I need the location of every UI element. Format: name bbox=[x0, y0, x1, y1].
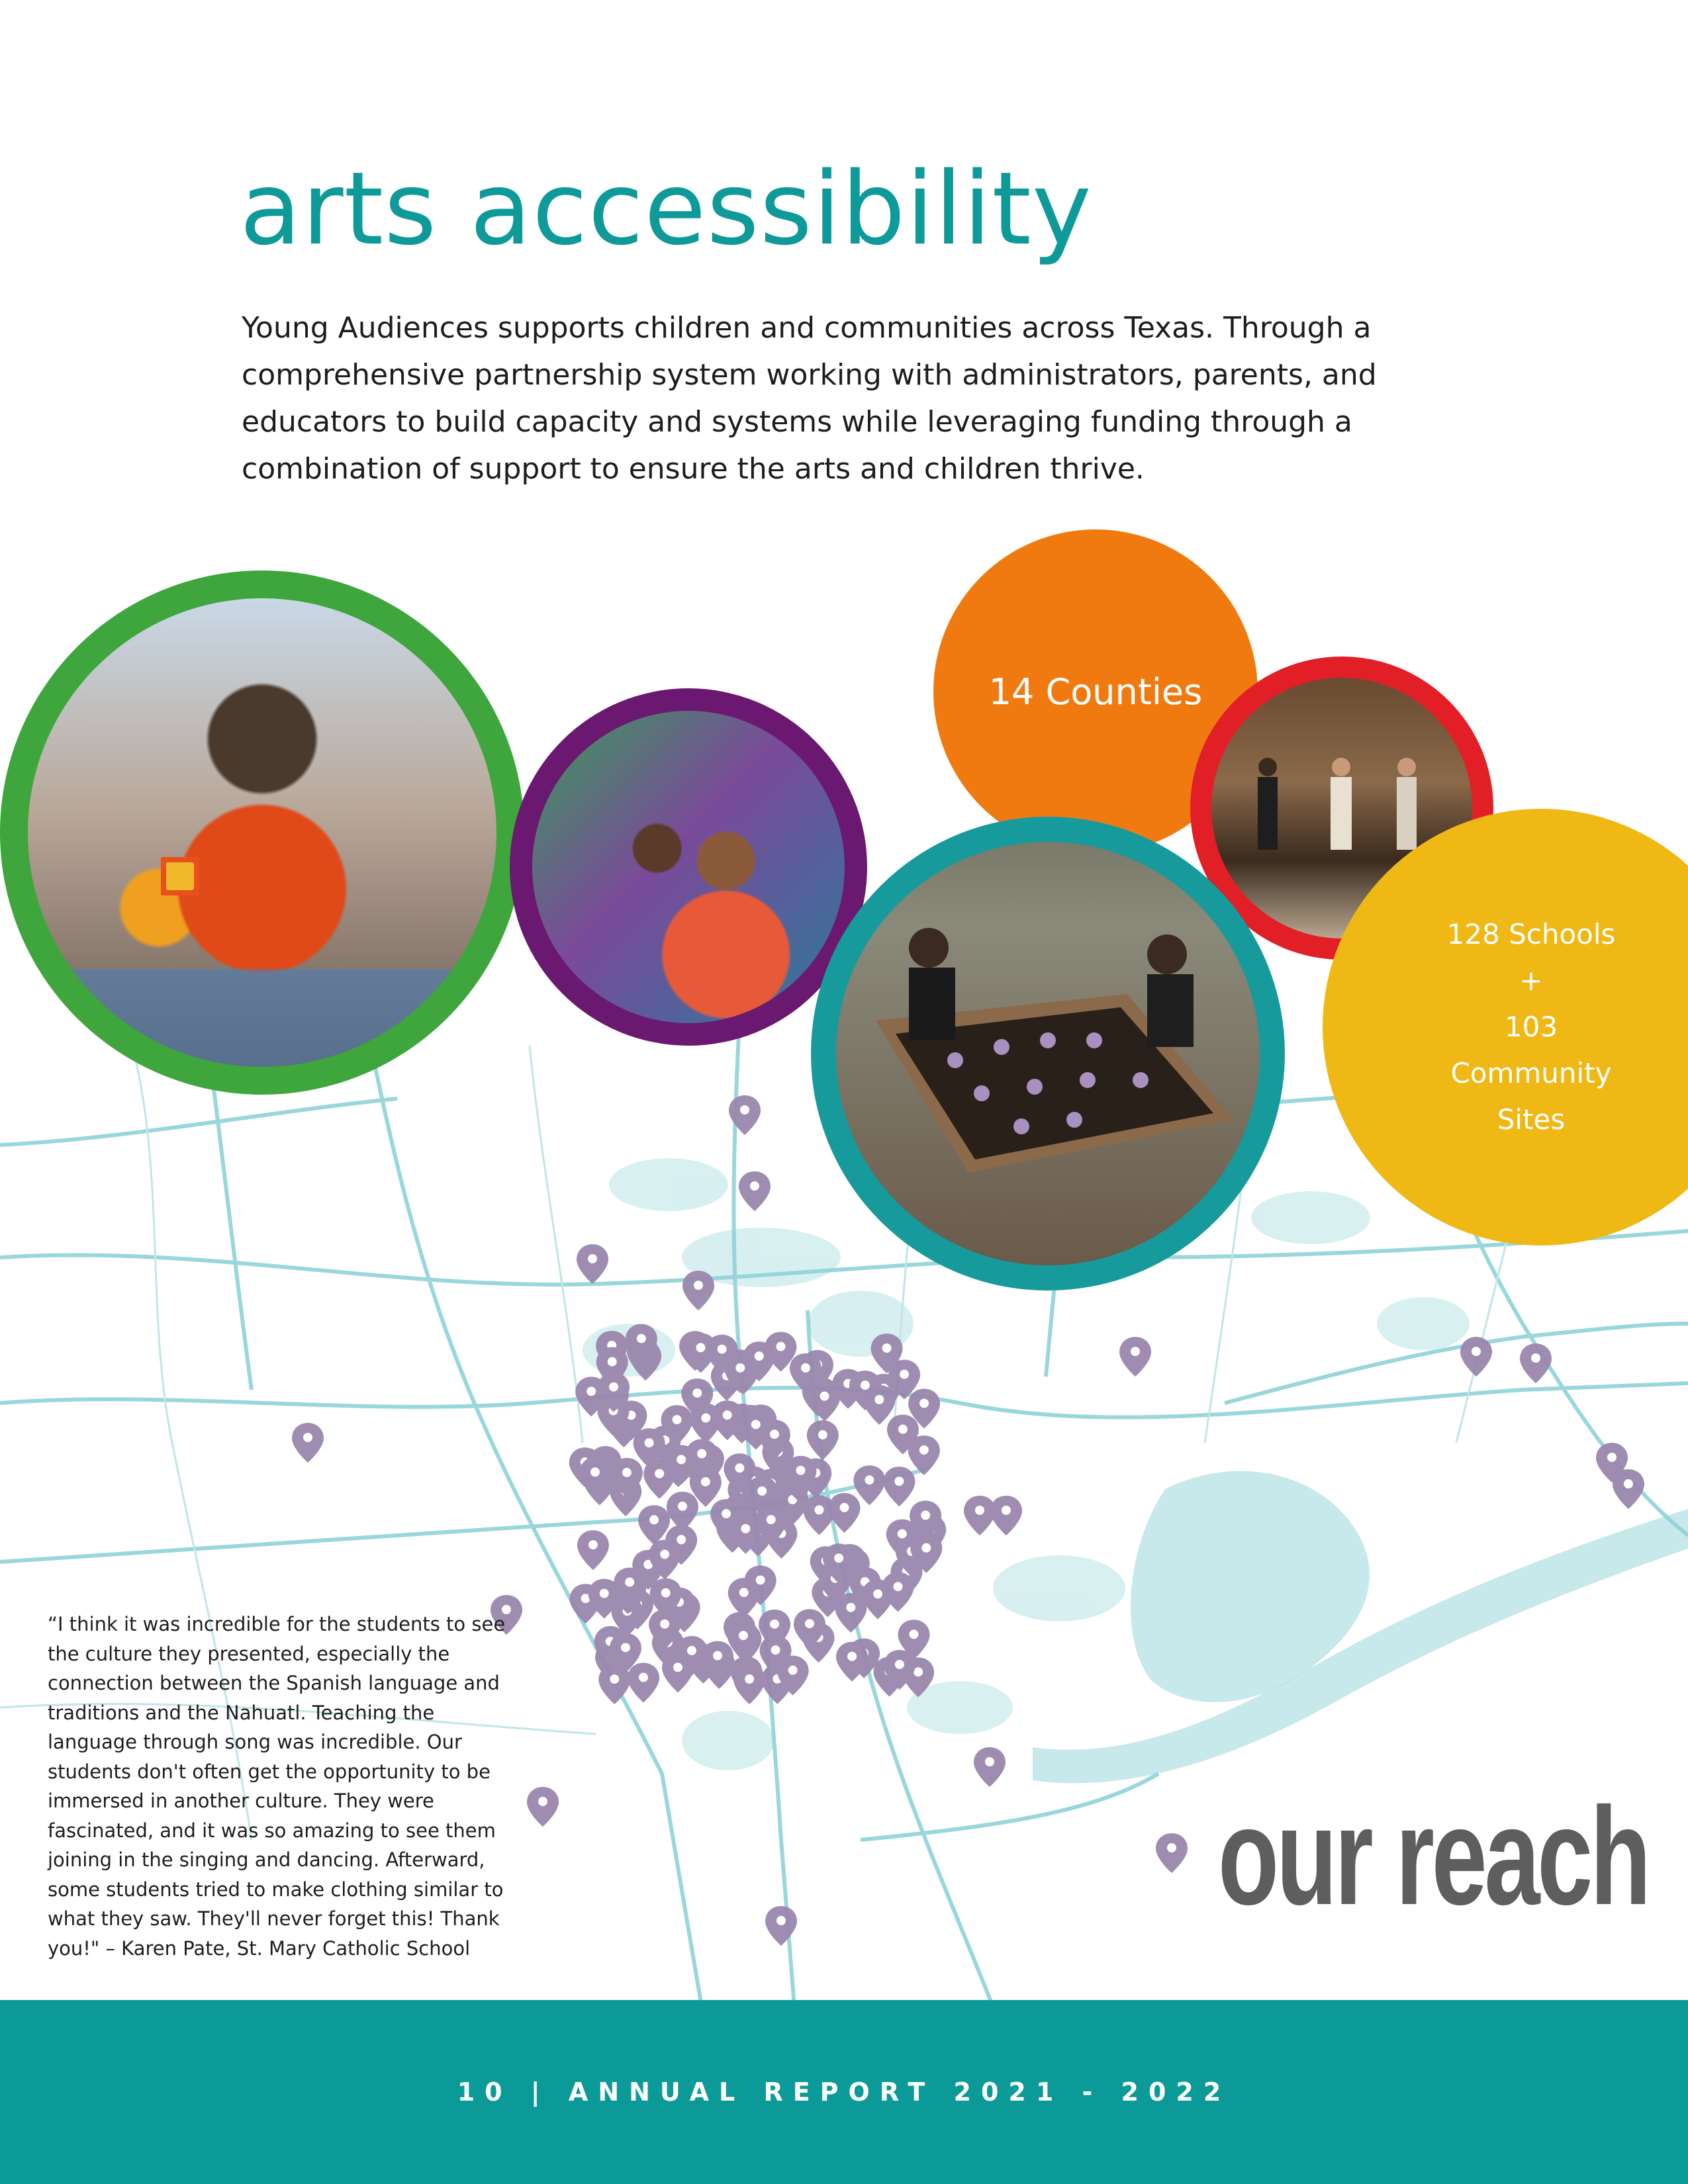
map-pin-icon bbox=[682, 1271, 714, 1310]
map-pin-icon bbox=[1613, 1469, 1644, 1509]
map-pin-icon bbox=[1520, 1343, 1552, 1383]
community-sites-count: 103 Community bbox=[1450, 1011, 1612, 1089]
map-pin-icon bbox=[974, 1747, 1006, 1787]
map-pin-icon bbox=[739, 1171, 771, 1211]
map-pin-icon bbox=[809, 1382, 841, 1422]
map-pin-icon bbox=[1460, 1337, 1492, 1377]
community-sites-label: Sites bbox=[1497, 1103, 1566, 1136]
intro-paragraph: Young Audiences supports children and communities across Texas. Through a comprehensive partnership system working with administrators, parents, and educators to build capacity and systems while leveraging funding through a combination of support to ensure the arts and children thrive. bbox=[242, 311, 1377, 486]
map-pin-icon bbox=[883, 1467, 915, 1506]
map-pin-icon bbox=[1119, 1337, 1151, 1377]
footer-text: 10 | ANNUAL REPORT 2021 - 2022 bbox=[457, 2077, 1231, 2107]
map-pin-icon bbox=[733, 1664, 765, 1704]
map-pin-icon bbox=[577, 1244, 608, 1284]
map-pin-icon bbox=[990, 1496, 1022, 1535]
garden-bed-photo bbox=[811, 817, 1285, 1291]
map-pin-icon bbox=[862, 1579, 894, 1619]
map-pin-icon bbox=[853, 1465, 885, 1505]
map-pin-icon bbox=[638, 1505, 670, 1545]
map-pin-icon bbox=[628, 1663, 659, 1703]
counties-stat-label: 14 Counties bbox=[988, 670, 1203, 713]
map-pin-icon bbox=[765, 1906, 797, 1946]
testimonial-quote: “I think it was incredible for the students to see the culture they presented, especially the connection between the Spanish language and traditions and the Nahuatl. Teaching the language through song was incredible. Our students don't often get the opportunity to be immersed in another culture. They were fascinated, and it was so amazing to see them joining in the singing and dancing. Afterward, some students tried to make clothing similar to what they saw. They'll never forget this! Thank you!" – Karen Pate, St. Mary Catholic School bbox=[48, 1613, 506, 1960]
page-title: arts accessibility bbox=[240, 150, 1092, 267]
schools-count: 128 Schools bbox=[1446, 918, 1616, 950]
map-pin-icon bbox=[1156, 1833, 1188, 1873]
child-with-craft-photo bbox=[0, 570, 524, 1095]
map-pin-icon bbox=[577, 1530, 609, 1570]
map-pin-icon bbox=[964, 1496, 996, 1535]
map-pin-icon bbox=[292, 1423, 324, 1463]
students-mural-photo bbox=[510, 688, 867, 1046]
section-label: our reach bbox=[1217, 1778, 1648, 1934]
map-pin-icon bbox=[807, 1420, 839, 1460]
map-pin-icon bbox=[527, 1787, 559, 1827]
footer-bar bbox=[0, 2000, 1688, 2184]
map-pin-icon bbox=[863, 1385, 895, 1425]
plus-sign: + bbox=[1519, 964, 1543, 997]
